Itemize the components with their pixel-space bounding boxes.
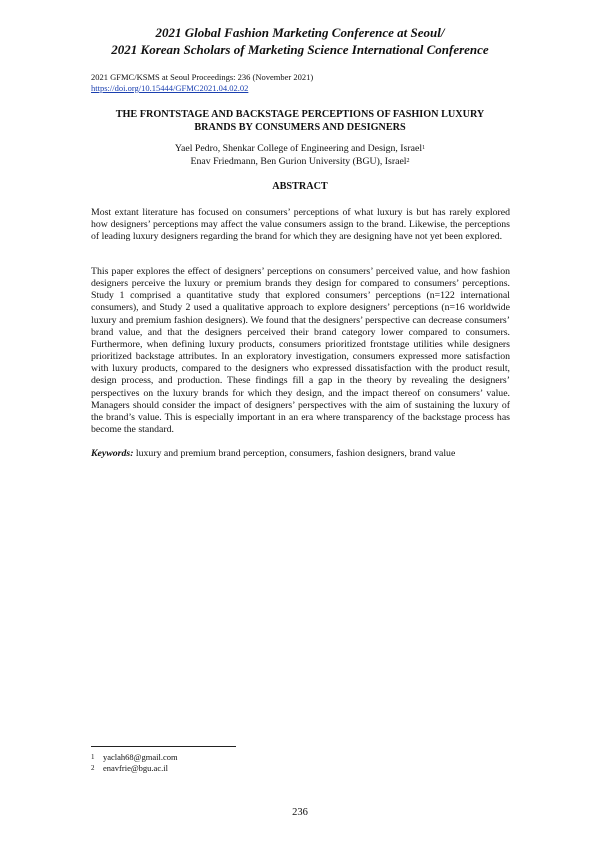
keywords xyxy=(91,448,510,460)
abstract-heading: ABSTRACT xyxy=(272,181,328,192)
footnote-2-number: 2 xyxy=(91,764,95,772)
paper-title-line-2: BRANDS BY CONSUMERS AND DESIGNERS xyxy=(194,121,406,133)
footnotes xyxy=(91,752,391,774)
abstract-paragraph-2: This paper explores the effect of designers’ perceptions on consumers’ perceived value, and how fashion designers perceive the luxury or premium brands they design for compared to consumers’ perceptions. Study 1 comprised a quantitative study that explored consumers’ perceptions (n=122 international consumers), and Study 2 used a qualitative approach to explore designers’ perceptions (n=16 worldwide luxury and premium fashion designers). We found that the designers’ perspective can decrease consumers’ brand value, and that the designers perceived their brand category lower compared to consumers. Furthermore, when defining luxury products, consumers prioritized frontstage utilities while designers prioritized backstage attributes. In an exploratory investigation, consumers expressed more satisfaction with luxury products, compared to the designers who expressed dissatisfaction with the product result, design process, and production. These findings fill a gap in the theory by revealing the designers’ perspectives on the luxury brands for which they design, and the impact thereof on consumers’ value. Managers should consider the impact of designers’ perspectives with the aim of sustaining the luxury of the brand’s value. This is especially important in an era where transparency of the backstage process has become the standard. xyxy=(91,266,510,436)
author-1-affiliation: Yael Pedro, Shenkar College of Engineering and Design, Israel xyxy=(174,143,423,154)
author-list xyxy=(90,143,510,168)
footnote-1-email: yaclah68@gmail.com xyxy=(103,752,178,762)
author-2 xyxy=(90,156,510,169)
doi-link[interactable]: https://doi.org/10.15444/GFMC2021.04.02.02 xyxy=(91,83,249,93)
author-2-footnote-mark: 2 xyxy=(406,157,410,164)
author-1 xyxy=(90,143,510,156)
conference-header xyxy=(60,24,540,58)
footnote-divider xyxy=(91,746,236,747)
keywords-label: Keywords: xyxy=(91,448,134,459)
keywords-text: luxury and premium brand perception, consumers, fashion designers, brand value xyxy=(133,448,456,459)
footnote-2 xyxy=(91,763,391,774)
footnote-2-email: enavfrie@bgu.ac.il xyxy=(103,763,168,773)
footnote-1-number: 1 xyxy=(91,753,95,761)
conference-header-line-2: 2021 Korean Scholars of Marketing Science International Conference xyxy=(111,42,489,57)
conference-header-line-1: 2021 Global Fashion Marketing Conference at Seoul/ xyxy=(155,25,445,40)
paper-title xyxy=(90,109,510,134)
footnote-1 xyxy=(91,752,391,763)
proceedings-citation: 2021 GFMC/KSMS at Seoul Proceedings: 236 (November 2021) xyxy=(91,72,314,82)
abstract-paragraph-1: Most extant literature has focused on consumers’ perceptions of what luxury is but has rarely explored how designers’ perceptions may affect the value consumers assign to the brand. Likewise, the perceptions of leading luxury designers regarding the brand for which they are designing have not yet been explored. xyxy=(91,207,510,243)
author-1-footnote-mark: 1 xyxy=(422,145,426,151)
page-number: 236 xyxy=(292,807,308,818)
paper-title-line-1: THE FRONTSTAGE AND BACKSTAGE PERCEPTIONS OF FASHION LUXURY xyxy=(115,109,485,120)
proceedings-info xyxy=(91,72,511,94)
author-2-affiliation: Enav Friedmann, Ben Gurion University (BGU), Israel xyxy=(190,155,407,167)
